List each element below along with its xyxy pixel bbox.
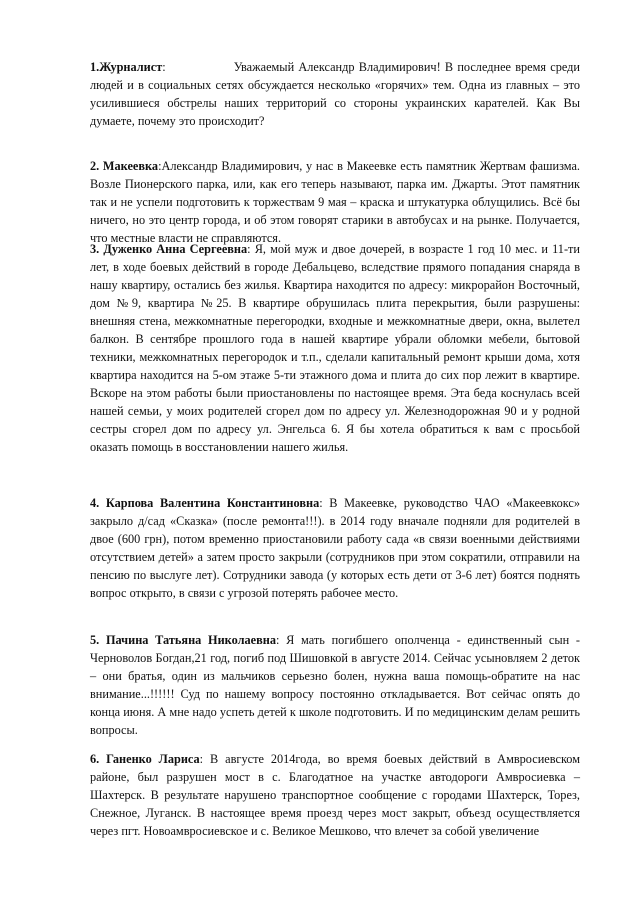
entry-journalist bbox=[90, 58, 580, 130]
entry-separator: : bbox=[319, 496, 323, 510]
entry-text: В Макеевке, руководство ЧАО «Макеевкокс» закрыло д/сад «Сказка» (после ремонта!!!). в 2014 году вначале подняли для родителей в двое (600 грн), потом временно приостановили работу сада «в связи военными действиями отсутствием детей» а затем просто закрыли (сотрудников при этом сократили, отправили на пенсию по выслуге лет). Сотрудники завода (у которых есть дети от 3-6 лет) боятся поднять вопрос открыто, в связи с угрозой потерять рабочее место. bbox=[90, 496, 580, 600]
entry-separator: : bbox=[162, 60, 166, 74]
entry-separator: : bbox=[275, 633, 280, 647]
entry-text: Уважаемый Александр Владимирович! В последнее время среди людей и в социальных сетях обсуждается несколько «горячих» тем. Одна из главных – это усилившиеся обстрелы наших территорий со стороны украинских карателей. Как Вы думаете, почему это происходит? bbox=[90, 60, 580, 128]
entry-heading: 1.Журналист bbox=[90, 60, 163, 74]
entry-text: Я мать погибшего ополченца - единственный сын - Черноволов Богдан,21 год, погиб под Шишовкой в августе 2014. Сейчас усыновляем 2 деток – они братья, один из мальчиков серьезно болен, нужна ваша помощь-обратите на нас внимание...!!!!!! Суд по нашему вопросу постоянно откладывается. Вот сейчас опять до конца июня. А мне надо успеть детей к школе подготовить. И по медицинским делам решить вопросы. bbox=[90, 633, 581, 737]
entry-heading: 6. Ганенко Лариса bbox=[90, 752, 200, 766]
entry-makeevka bbox=[90, 157, 580, 247]
entry-separator: : bbox=[247, 242, 251, 256]
entry-heading: 5. Пачина Татьяна Николаевна bbox=[90, 633, 276, 647]
entry-karpova bbox=[90, 494, 580, 602]
entry-text: Я, мой муж и двое дочерей, в возрасте 1 год 10 мес. и 11-ти лет, в ходе боевых действий в городе Дебальцево, вследствие прямого попадания снаряда в нашу квартиру, остались без жилья. Квартира находится по адресу: микрорайон Восточный, дом №9, квартира №25. В квартире обрушилась плита перекрытия, были разрушены: внешняя стена, межкомнатные перегородки, входные и межкомнатные двери, окна, вылетел балкон. В сентябре прошлого года в нашей квартире убрали обломки мебели, бытовой техники, межкомнатных перегородок и т.п., сделали капитальный ремонт крыши дома, хотя квартира находится на 5-ом этаже 5-ти этажного дома и плита до сих пор лежит в квартире. Вскоре на этом работы были приостановлены по настоящее время. Эта беда коснулась всей нашей семьи, у моих родителей сгорел дом по адресу ул. Железнодорожная 90 и у родной сестры сгорел дом по адресу ул. Энгельса 6. Я бы хотела обратиться к вам с просьбой оказать помощь в восстановлении нашего жилья. bbox=[90, 242, 581, 454]
entry-duzhenko bbox=[90, 240, 580, 456]
entry-pachina bbox=[90, 631, 580, 739]
entry-separator: : bbox=[199, 752, 204, 766]
entry-heading: 3. Дуженко Анна Сергеевна bbox=[90, 242, 248, 256]
entry-heading: 2. Макеевка bbox=[90, 159, 159, 173]
entry-text: Александр Владимирович, у нас в Макеевке есть памятник Жертвам фашизма. Возле Пионерского парка, или, как его теперь называют, парка им. Джарты. Этот памятник так и не успели подготовить к торжествам 9 мая – краска и штукатурка облущились. Всё бы ничего, но это центр города, и об этом говорят старики в автобусах и на рынке. Получается, что местные власти не справляются. bbox=[90, 159, 581, 245]
entry-heading: 4. Карпова Валентина Константиновна bbox=[90, 496, 320, 510]
entry-separator: : bbox=[158, 159, 162, 173]
entry-text: В августе 2014года, во время боевых действий в Амвросиевском районе, был разрушен мост в с. Благодатное на участке автодороги Амвросиевка – Шахтерск. В результате нарушено транспортное сообщение с городами Шахтерск, Торез, Снежное, Луганск. В настоящее время проезд через мост закрыт, объезд осуществляется через пгт. Новоамвросиевское и с. Великое Мешково, что влечет за собой увеличение bbox=[90, 752, 580, 838]
entry-ganenko bbox=[90, 750, 580, 840]
